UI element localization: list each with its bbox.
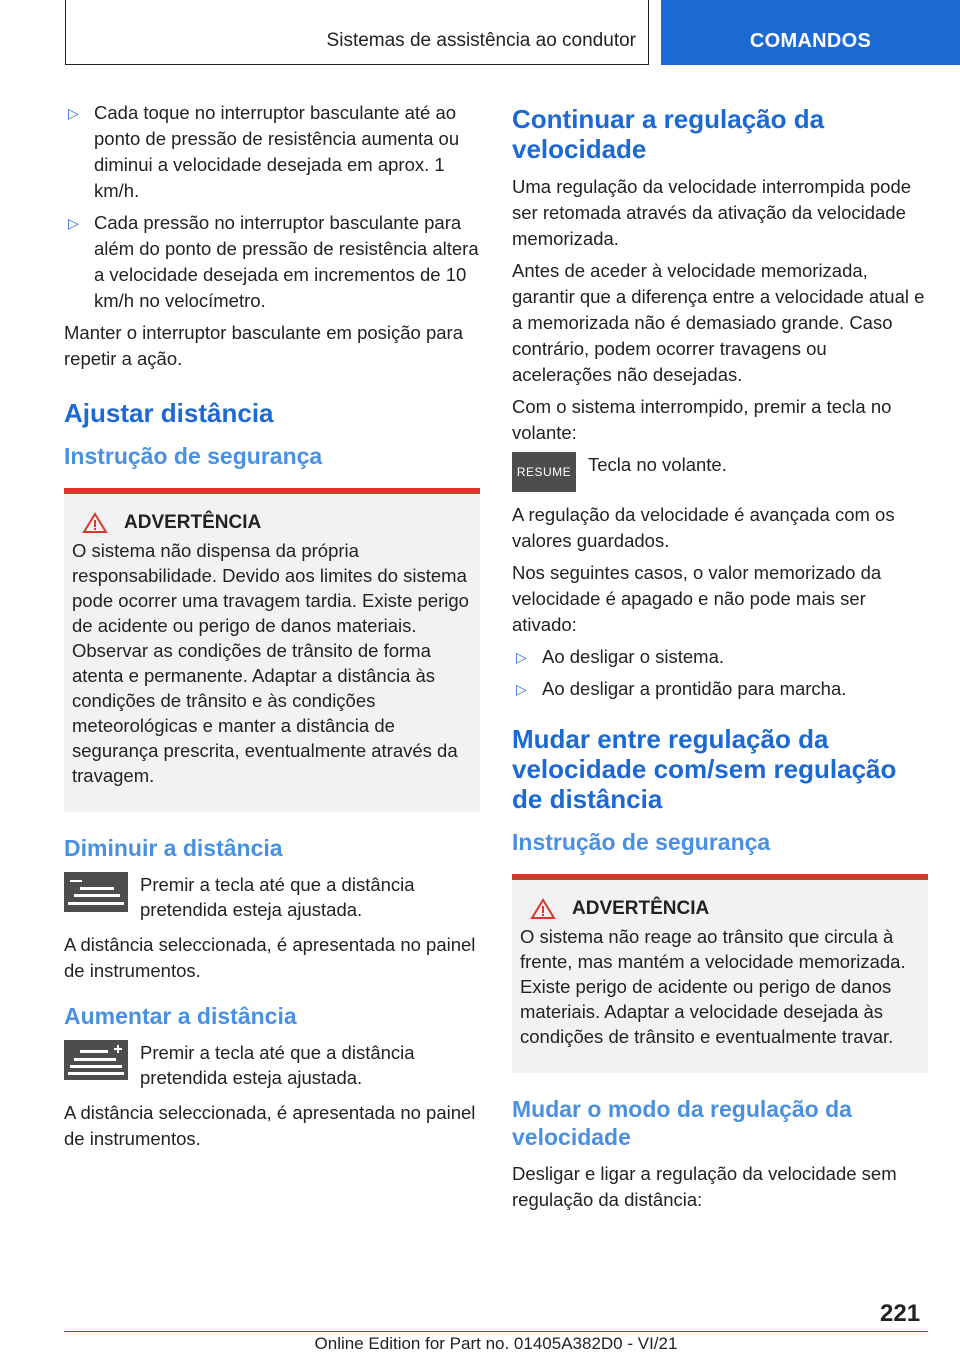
warning-text: O sistema não dispensa da própria responsabilidade. Devido aos limites do sistema pode ocorrer uma travagem tardia. Existe perigo de acidente ou perigo de danos materiais. Observar as condições de trânsito de forma atenta e permanente. Adaptar a distância às condições de trânsito e às condições meteorológicas e manter a distância de segurança prescrita, eventualmente através da travagem. bbox=[72, 540, 469, 786]
continue-paragraph-2: Antes de aceder à velocidade memorizada, garantir que a diferença entre a velocidade atual e a memorizada não é demasiado grande. Caso contrário, podem ocorrer travagens ou acelerações não desejadas. bbox=[512, 260, 925, 385]
triangle-bullet-icon: ▷ bbox=[68, 215, 79, 231]
triangle-bullet-icon: ▷ bbox=[516, 649, 527, 665]
warning-text-2: O sistema não reage ao trânsito que circula à frente, mas mantém a velocidade memorizada. Existe perigo de acidente ou perigo de danos materiais. Adaptar a velocidade desejada às condições de trânsito e eventualmente travar. bbox=[520, 926, 906, 1047]
heading-adjust-distance: Ajustar distância bbox=[64, 398, 274, 428]
resume-key-row bbox=[512, 452, 928, 492]
heading-safety-instruction: Instrução de segurança bbox=[64, 443, 323, 469]
footer-edition: Online Edition for Part no. 01405A382D0 - VI/21 bbox=[314, 1334, 678, 1353]
decrease-text: Premir a tecla até que a distância pretendida esteja ajustada. bbox=[140, 874, 415, 920]
decrease-key-row bbox=[64, 872, 480, 922]
continue-paragraph-4: A regulação da velocidade é avançada com os valores guardados. bbox=[512, 504, 895, 551]
warning-triangle-icon bbox=[530, 898, 556, 920]
continue-paragraph-1: Uma regulação da velocidade interrompida pode ser retomada através da ativação da velocidade memorizada. bbox=[512, 176, 912, 249]
resume-key-icon bbox=[512, 452, 576, 492]
warning-title: ADVERTÊNCIA bbox=[72, 512, 472, 534]
increase-note: A distância seleccionada, é apresentada no painel de instrumentos. bbox=[64, 1102, 476, 1149]
continue-paragraph-5: Nos seguintes casos, o valor memorizado da velocidade é apagado e não pode mais ser ativado: bbox=[512, 562, 882, 635]
resume-text: Tecla no volante. bbox=[588, 454, 727, 475]
list-item: ▷ Ao desligar o sistema. bbox=[512, 644, 928, 670]
warning-box-2 bbox=[512, 874, 928, 1073]
heading-switch-mode: Mudar entre regulação da velocidade com/sem regulação de distância bbox=[512, 724, 897, 814]
heading-increase-distance: Aumentar a distância bbox=[64, 1003, 297, 1029]
list-item: ▷ Cada pressão no interruptor basculante para além do ponto de pressão de resistência altera a velocidade desejada em incrementos de 10 km/h no velocímetro. bbox=[68, 212, 479, 311]
warning-box bbox=[64, 488, 480, 812]
header-section-title: Sistemas de assistência ao condutor bbox=[326, 30, 636, 51]
header-chapter bbox=[661, 0, 960, 65]
list-item: ▷ Ao desligar a prontidão para marcha. bbox=[512, 676, 928, 702]
heading-change-mode: Mudar o modo da regulação da velocidade bbox=[512, 1096, 852, 1150]
decrease-note: A distância seleccionada, é apresentada no painel de instrumentos. bbox=[64, 934, 476, 981]
warning-triangle-icon bbox=[82, 512, 108, 534]
hold-text: Manter o interruptor basculante em posição para repetir a ação. bbox=[64, 322, 463, 369]
footer-divider bbox=[64, 1331, 928, 1332]
resume-key-label: RESUME bbox=[516, 465, 572, 479]
mode-paragraph: Desligar e ligar a regulação da velocidade sem regulação da distância: bbox=[512, 1163, 897, 1210]
increase-text: Premir a tecla até que a distância pretendida esteja ajustada. bbox=[140, 1042, 415, 1088]
header-section bbox=[65, 0, 649, 65]
heading-continue-speed: Continuar a regulação da velocidade bbox=[512, 104, 825, 164]
header-chapter-title: COMANDOS bbox=[749, 30, 872, 52]
left-column bbox=[64, 100, 480, 1158]
warning-title-2: ADVERTÊNCIA bbox=[520, 898, 920, 920]
continue-paragraph-3: Com o sistema interrompido, premir a tecla no volante: bbox=[512, 396, 892, 443]
distance-decrease-key-icon bbox=[64, 872, 128, 912]
distance-increase-key-icon bbox=[64, 1040, 128, 1080]
increase-key-row bbox=[64, 1040, 480, 1090]
triangle-bullet-icon: ▷ bbox=[68, 105, 79, 121]
heading-safety-instruction-2: Instrução de segurança bbox=[512, 829, 771, 855]
page-number: 221 bbox=[880, 1300, 921, 1327]
heading-decrease-distance: Diminuir a distância bbox=[64, 835, 283, 861]
right-column bbox=[512, 100, 928, 1219]
list-item: ▷ Cada toque no interruptor basculante até ao ponto de pressão de resistência aumenta ou diminui a velocidade desejada em aprox. 1 km/h. bbox=[68, 102, 460, 201]
triangle-bullet-icon: ▷ bbox=[516, 681, 527, 697]
